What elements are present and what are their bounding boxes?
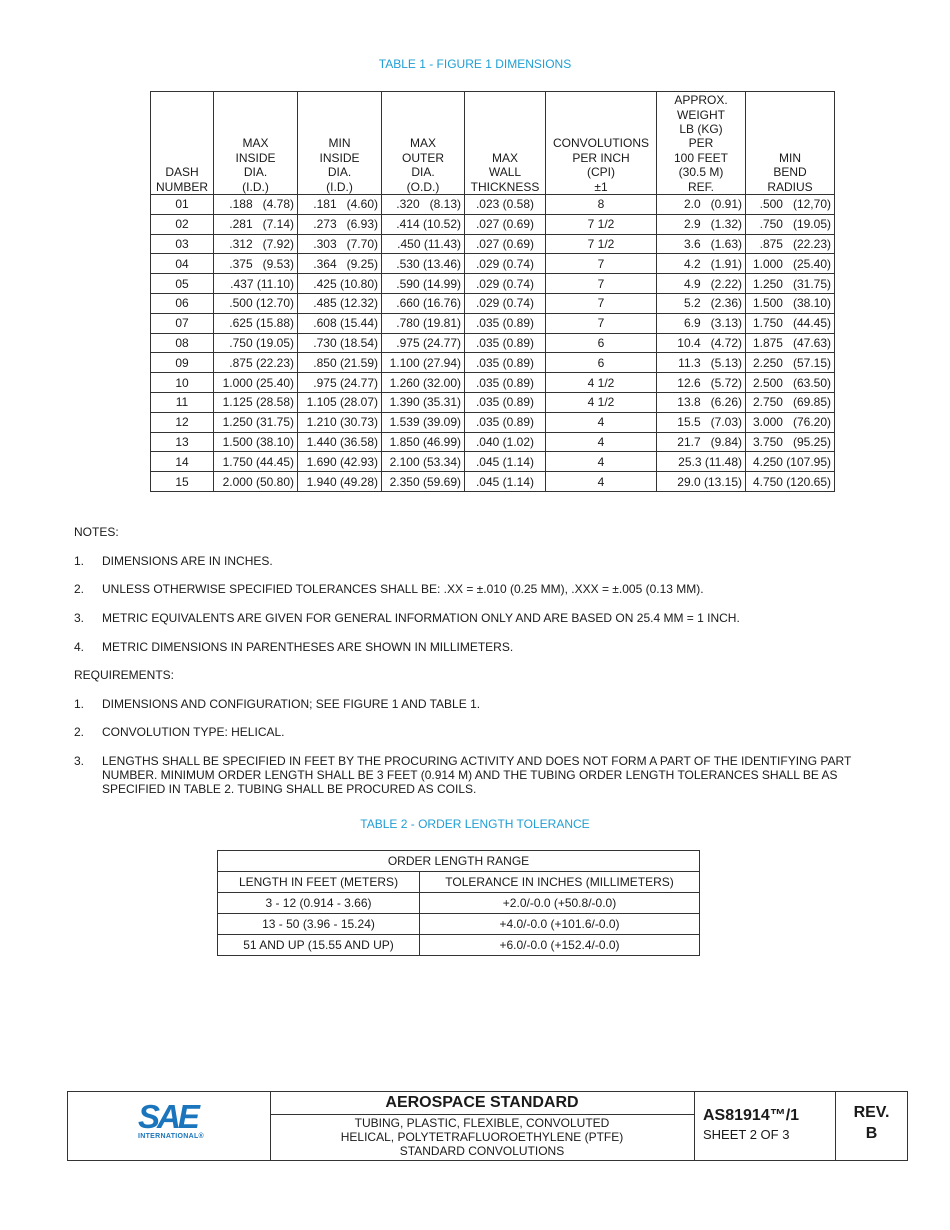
table-cell: 5.2 (2.36) [657, 293, 746, 313]
table-cell: .029 (0.74) [465, 254, 546, 274]
table-cell: 4.2 (1.91) [657, 254, 746, 274]
table-cell: 51 AND UP (15.55 AND UP) [218, 935, 420, 956]
table-cell: +4.0/-0.0 (+101.6/-0.0) [420, 914, 700, 935]
table-cell: 09 [151, 353, 214, 373]
table1-caption: TABLE 1 - FIGURE 1 DIMENSIONS [378, 57, 572, 71]
table-cell: 2.750 (69.85) [746, 392, 835, 412]
table-cell: 06 [151, 293, 214, 313]
table-row [151, 274, 835, 294]
table-cell: .027 (0.69) [465, 234, 546, 254]
table-cell: .035 (0.89) [465, 412, 546, 432]
table-cell: .035 (0.89) [465, 333, 546, 353]
table-cell: 25.3 (11.48) [657, 452, 746, 472]
header-dash-number: DASH NUMBER [151, 92, 214, 195]
table-cell: .023 (0.58) [465, 195, 546, 215]
table-cell: 1.125 (28.58) [214, 392, 298, 412]
table-cell: .780 (19.81) [382, 313, 465, 333]
table-row [151, 195, 835, 215]
table2-caption: TABLE 2 - ORDER LENGTH TOLERANCE [360, 817, 590, 831]
table-cell: 3.750 (95.25) [746, 432, 835, 452]
table-cell: .485 (12.32) [298, 293, 382, 313]
table-cell: 1.260 (32.00) [382, 373, 465, 393]
table-cell: .425 (10.80) [298, 274, 382, 294]
table-cell: 7 1/2 [546, 214, 657, 234]
table-cell: 3.000 (76.20) [746, 412, 835, 432]
table-cell: 29.0 (13.15) [657, 472, 746, 492]
table-cell: 1.875 (47.63) [746, 333, 835, 353]
header-max-outer-dia: MAX OUTER DIA. (O.D.) [382, 92, 465, 195]
table-cell: .035 (0.89) [465, 313, 546, 333]
table-cell: 3.6 (1.63) [657, 234, 746, 254]
table-cell: 1.390 (35.31) [382, 392, 465, 412]
header-length: LENGTH IN FEET (METERS) [218, 872, 420, 893]
table-cell: 1.250 (31.75) [746, 274, 835, 294]
table-cell: 3 - 12 (0.914 - 3.66) [218, 893, 420, 914]
table-cell: .312 (7.92) [214, 234, 298, 254]
table-cell: 1.105 (28.07) [298, 392, 382, 412]
table-cell: 05 [151, 274, 214, 294]
header-min-bend-radius: MIN BEND RADIUS [746, 92, 835, 195]
table-cell: 21.7 (9.84) [657, 432, 746, 452]
table-cell: 1.750 (44.45) [746, 313, 835, 333]
table-cell: .273 (6.93) [298, 214, 382, 234]
table-cell: .035 (0.89) [465, 373, 546, 393]
title-block [67, 1091, 908, 1161]
document-number: AS81914™/1 [703, 1107, 800, 1124]
table-cell: .035 (0.89) [465, 353, 546, 373]
table-cell: .590 (14.99) [382, 274, 465, 294]
table-cell: 4 [546, 412, 657, 432]
table-cell: 7 [546, 293, 657, 313]
header-approx-weight: APPROX. WEIGHT LB (KG) PER 100 FEET (30.5 M) REF. [657, 92, 746, 195]
table-cell: .750 (19.05) [214, 333, 298, 353]
table-cell: .045 (1.14) [465, 452, 546, 472]
table-cell: 10.4 (4.72) [657, 333, 746, 353]
table-cell: 1.000 (25.40) [746, 254, 835, 274]
table-cell: 6 [546, 353, 657, 373]
table-cell: 01 [151, 195, 214, 215]
table-cell: 4 [546, 432, 657, 452]
table-cell: 13 - 50 (3.96 - 15.24) [218, 914, 420, 935]
table-cell: .437 (11.10) [214, 274, 298, 294]
table-cell: .181 (4.60) [298, 195, 382, 215]
registered-mark: ® [198, 1133, 205, 1140]
header-max-inside-dia: MAX INSIDE DIA. (I.D.) [214, 92, 298, 195]
table-cell: 6 [546, 333, 657, 353]
table-cell: .875 (22.23) [746, 234, 835, 254]
sheet-number: SHEET 2 OF 3 [703, 1127, 790, 1142]
table-cell: 4 1/2 [546, 392, 657, 412]
table-cell: +6.0/-0.0 (+152.4/-0.0) [420, 935, 700, 956]
order-length-range-title: ORDER LENGTH RANGE [218, 851, 700, 872]
table-cell: 12.6 (5.72) [657, 373, 746, 393]
table-cell: 4 [546, 452, 657, 472]
table-cell: .281 (7.14) [214, 214, 298, 234]
table-cell: 1.750 (44.45) [214, 452, 298, 472]
table-cell: .375 (9.53) [214, 254, 298, 274]
table-cell: 4 [546, 472, 657, 492]
table-cell: 4.250 (107.95) [746, 452, 835, 472]
title-cell [270, 1092, 695, 1160]
table-cell: 1.000 (25.40) [214, 373, 298, 393]
table-cell: .029 (0.74) [465, 274, 546, 294]
table-row [151, 254, 835, 274]
table-cell: .414 (10.52) [382, 214, 465, 234]
table-cell: 15 [151, 472, 214, 492]
table-cell: .660 (16.76) [382, 293, 465, 313]
table-cell: .035 (0.89) [465, 392, 546, 412]
revision-cell [836, 1092, 907, 1160]
table-cell: .029 (0.74) [465, 293, 546, 313]
document-category: AEROSPACE STANDARD [270, 1092, 694, 1115]
table-cell: .625 (15.88) [214, 313, 298, 333]
table-cell: 1.850 (46.99) [382, 432, 465, 452]
revision-value: B [865, 1125, 878, 1142]
table-cell: 2.000 (50.80) [214, 472, 298, 492]
table-row [151, 373, 835, 393]
table-cell: .450 (11.43) [382, 234, 465, 254]
table-cell: .850 (21.59) [298, 353, 382, 373]
table-cell: 14 [151, 452, 214, 472]
sae-logo [138, 1098, 205, 1140]
document-description: TUBING, PLASTIC, FLEXIBLE, CONVOLUTED HELICAL, POLYTETRAFLUOROETHYLENE (PTFE) STANDARD CONVOLUTIONS [340, 1116, 624, 1158]
table-cell: .188 (4.78) [214, 195, 298, 215]
table-cell: 13 [151, 432, 214, 452]
table-cell: 7 [546, 254, 657, 274]
table-cell: .500 (12.70) [214, 293, 298, 313]
table-row [151, 432, 835, 452]
table-cell: 1.500 (38.10) [746, 293, 835, 313]
table-cell: 8 [546, 195, 657, 215]
table-cell: 03 [151, 234, 214, 254]
table-row [151, 472, 835, 492]
table-cell: 1.210 (30.73) [298, 412, 382, 432]
table-cell: 08 [151, 333, 214, 353]
table-cell: .530 (13.46) [382, 254, 465, 274]
notes-heading: NOTES: [74, 525, 119, 539]
table-row [151, 214, 835, 234]
table-row [151, 452, 835, 472]
table-cell: 2.500 (63.50) [746, 373, 835, 393]
table-row [151, 293, 835, 313]
table-row [151, 234, 835, 254]
table-cell: 1.539 (39.09) [382, 412, 465, 432]
sae-logo-subtext: INTERNATIONAL [138, 1133, 199, 1140]
table-cell: 1.440 (36.58) [298, 432, 382, 452]
table-cell: 07 [151, 313, 214, 333]
table-row [151, 333, 835, 353]
table-cell: 7 1/2 [546, 234, 657, 254]
table-cell: 1.500 (38.10) [214, 432, 298, 452]
logo-cell [68, 1092, 271, 1160]
table-cell: 1.250 (31.75) [214, 412, 298, 432]
table-cell: 2.9 (1.32) [657, 214, 746, 234]
table-cell: .750 (19.05) [746, 214, 835, 234]
order-length-table [217, 850, 700, 956]
table-cell: 1.100 (27.94) [382, 353, 465, 373]
table-cell: 10 [151, 373, 214, 393]
table-cell: 2.250 (57.15) [746, 353, 835, 373]
table-cell: .608 (15.44) [298, 313, 382, 333]
table-row [151, 353, 835, 373]
requirements-heading: REQUIREMENTS: [74, 668, 175, 682]
header-min-inside-dia: MIN INSIDE DIA. (I.D.) [298, 92, 382, 195]
header-tolerance: TOLERANCE IN INCHES (MILLIMETERS) [420, 872, 700, 893]
table-cell: 4.9 (2.22) [657, 274, 746, 294]
header-convolutions-per-inch: CONVOLUTIONS PER INCH (CPI) ±1 [546, 92, 657, 195]
table-cell: 4.750 (120.65) [746, 472, 835, 492]
table-cell: 7 [546, 274, 657, 294]
table-cell: .040 (1.02) [465, 432, 546, 452]
table-cell: +2.0/-0.0 (+50.8/-0.0) [420, 893, 700, 914]
table-cell: .875 (22.23) [214, 353, 298, 373]
dimensions-table [150, 91, 835, 492]
table-cell: .975 (24.77) [382, 333, 465, 353]
table-cell: 6.9 (3.13) [657, 313, 746, 333]
table-cell: 2.0 (0.91) [657, 195, 746, 215]
table-cell: 1.690 (42.93) [298, 452, 382, 472]
table-cell: .027 (0.69) [465, 214, 546, 234]
table-cell: .730 (18.54) [298, 333, 382, 353]
document-number-cell [695, 1092, 836, 1160]
table-cell: .975 (24.77) [298, 373, 382, 393]
table-row [151, 313, 835, 333]
table-cell: 12 [151, 412, 214, 432]
table-cell: 04 [151, 254, 214, 274]
table-cell: .320 (8.13) [382, 195, 465, 215]
table-cell: 2.100 (53.34) [382, 452, 465, 472]
table-cell: .303 (7.70) [298, 234, 382, 254]
table-cell: 2.350 (59.69) [382, 472, 465, 492]
table-cell: 7 [546, 313, 657, 333]
table-cell: 4 1/2 [546, 373, 657, 393]
table-row [151, 392, 835, 412]
table-cell: 15.5 (7.03) [657, 412, 746, 432]
table-cell: .045 (1.14) [465, 472, 546, 492]
table-cell: .364 (9.25) [298, 254, 382, 274]
table-cell: 13.8 (6.26) [657, 392, 746, 412]
revision-label: REV. [853, 1104, 890, 1121]
table-row [151, 412, 835, 432]
header-max-wall-thickness: MAX WALL THICKNESS [465, 92, 546, 195]
table-cell: 11 [151, 392, 214, 412]
table-cell: 11.3 (5.13) [657, 353, 746, 373]
table-cell: 1.940 (49.28) [298, 472, 382, 492]
table-cell: .500 (12,70) [746, 195, 835, 215]
table-cell: 02 [151, 214, 214, 234]
sae-logo-text: SAE [138, 1098, 197, 1135]
